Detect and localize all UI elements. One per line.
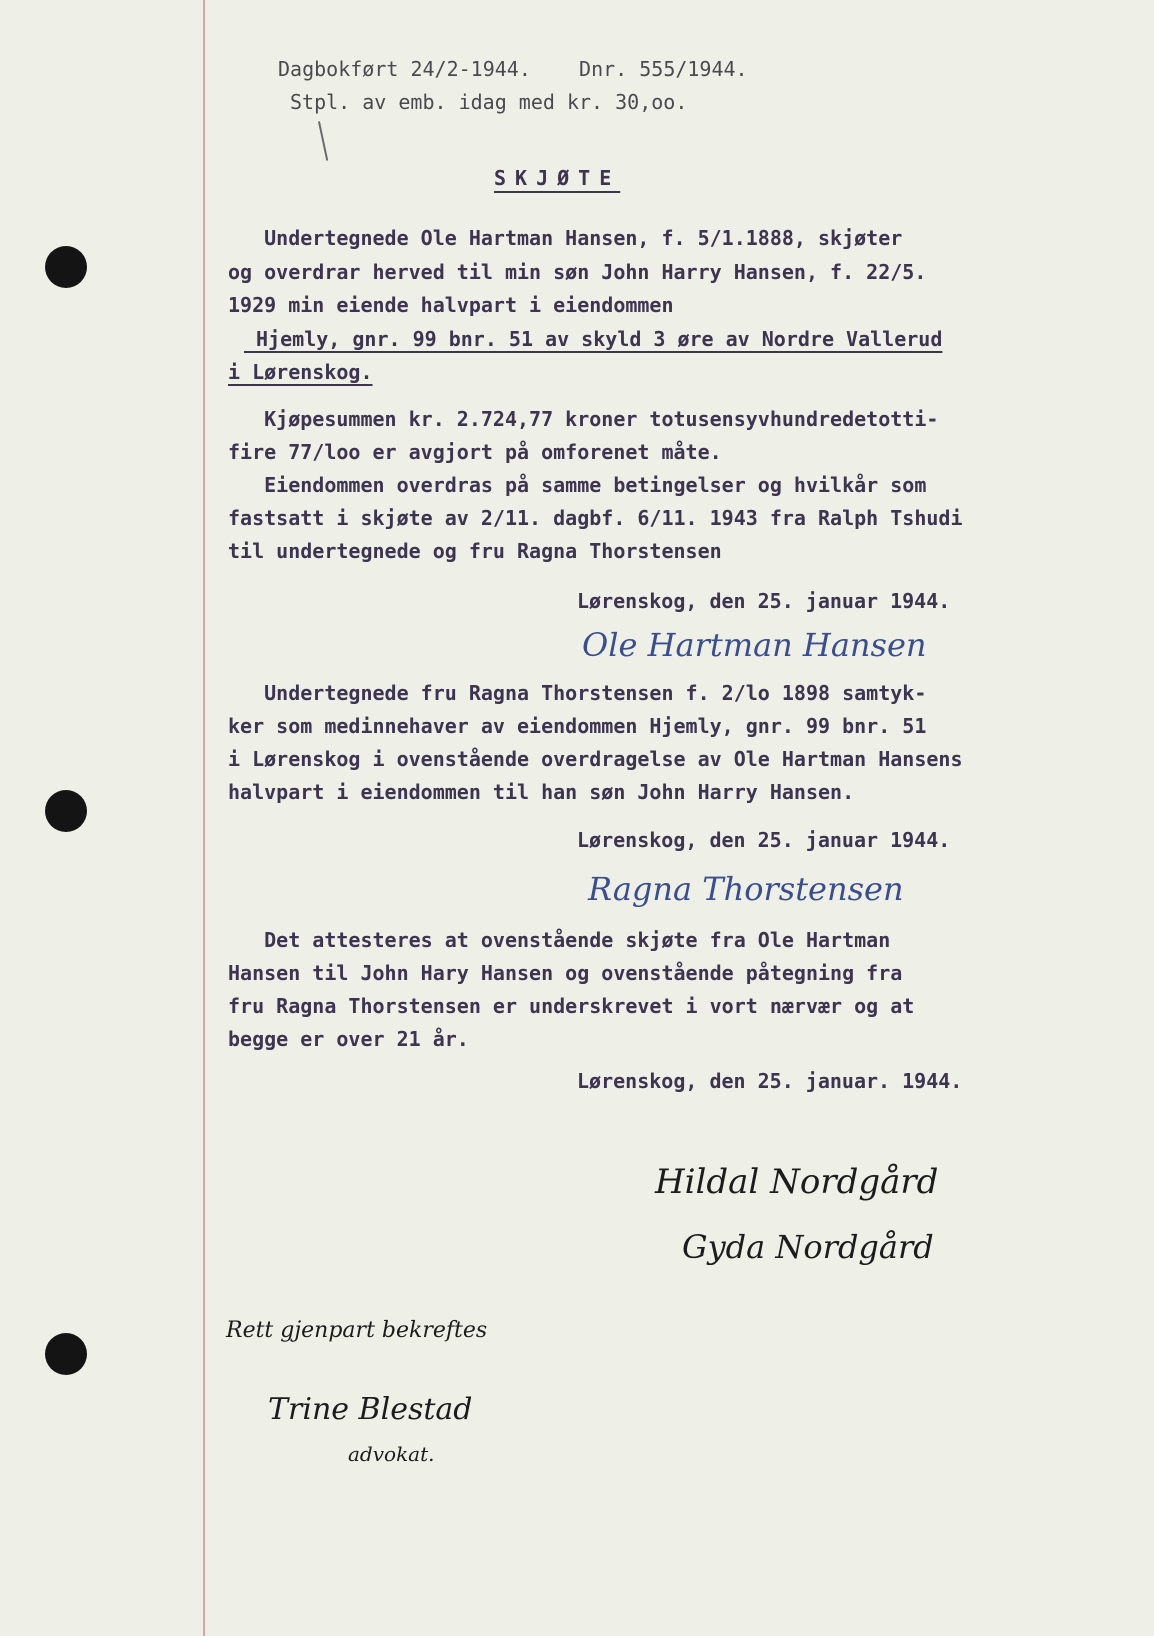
paragraph-4-line-3: fru Ragna Thorstensen er underskrevet i vort nærvær og at bbox=[228, 994, 915, 1018]
signature-witness-2: Gyda Nordgård bbox=[682, 1228, 934, 1266]
paragraph-1-line-1: Undertegnede Ole Hartman Hansen, f. 5/1.1888, skjøter bbox=[228, 226, 903, 250]
document-title: SKJØTE bbox=[494, 166, 621, 190]
punch-hole-top bbox=[45, 246, 87, 288]
paragraph-4-line-4: begge er over 21 år. bbox=[228, 1027, 469, 1051]
paragraph-3-line-2: ker som medinnehaver av eiendommen Hjemly, gnr. 99 bnr. 51 bbox=[228, 714, 927, 738]
paragraph-2-line-2: fire 77/loo er avgjort på omforenet måte. bbox=[228, 440, 722, 464]
punch-hole-middle bbox=[45, 790, 87, 832]
paragraph-4-line-1: Det attesteres at ovenstående skjøte fra Ole Hartman bbox=[228, 928, 891, 952]
property-description-line-2: i Lørenskog. bbox=[228, 360, 373, 384]
paragraph-3-line-1: Undertegnede fru Ragna Thorstensen f. 2/lo 1898 samtyk- bbox=[228, 681, 927, 705]
signature-witness-1: Hildal Nordgård bbox=[655, 1162, 939, 1202]
date-line-3: Lørenskog, den 25. januar. 1944. bbox=[577, 1069, 963, 1093]
margin-rule bbox=[203, 0, 205, 1636]
signature-lawyer: Trine Blestad bbox=[268, 1392, 473, 1427]
punch-hole-bottom bbox=[45, 1333, 87, 1375]
header-stamp-line: Stpl. av emb. idag med kr. 30,oo. bbox=[290, 90, 688, 114]
paragraph-3-line-4: halvpart i eiendommen til han søn John Harry Hansen. bbox=[228, 780, 855, 804]
check-mark bbox=[318, 119, 338, 161]
date-line-2: Lørenskog, den 25. januar 1944. bbox=[577, 828, 951, 852]
signature-seller: Ole Hartman Hansen bbox=[582, 626, 927, 664]
header-registration-line: Dagbokført 24/2-1944. Dnr. 555/1944. bbox=[278, 57, 748, 81]
date-line-1: Lørenskog, den 25. januar 1944. bbox=[577, 589, 951, 613]
paragraph-1-line-2: og overdrar herved til min søn John Harry Hansen, f. 22/5. bbox=[228, 260, 927, 284]
paragraph-3-line-3: i Lørenskog i ovenstående overdragelse av Ole Hartman Hansens bbox=[228, 747, 963, 771]
certification-note: Rett gjenpart bekreftes bbox=[226, 1318, 488, 1343]
signature-co-owner: Ragna Thorstensen bbox=[588, 870, 904, 908]
property-description-line-1: Hjemly, gnr. 99 bnr. 51 av skyld 3 øre av Nordre Vallerud bbox=[244, 327, 943, 351]
paragraph-2-line-3: Eiendommen overdras på samme betingelser og hvilkår som bbox=[228, 473, 927, 497]
paragraph-4-line-2: Hansen til John Hary Hansen og ovenstående påtegning fra bbox=[228, 961, 903, 985]
paragraph-2-line-5: til undertegnede og fru Ragna Thorstensen bbox=[228, 539, 722, 563]
lawyer-title: advokat. bbox=[348, 1442, 435, 1466]
paragraph-1-line-3: 1929 min eiende halvpart i eiendommen bbox=[228, 293, 674, 317]
paragraph-2-line-1: Kjøpesummen kr. 2.724,77 kroner totusensyvhundredetotti- bbox=[228, 407, 939, 431]
paragraph-2-line-4: fastsatt i skjøte av 2/11. dagbf. 6/11. 1943 fra Ralph Tshudi bbox=[228, 506, 963, 530]
